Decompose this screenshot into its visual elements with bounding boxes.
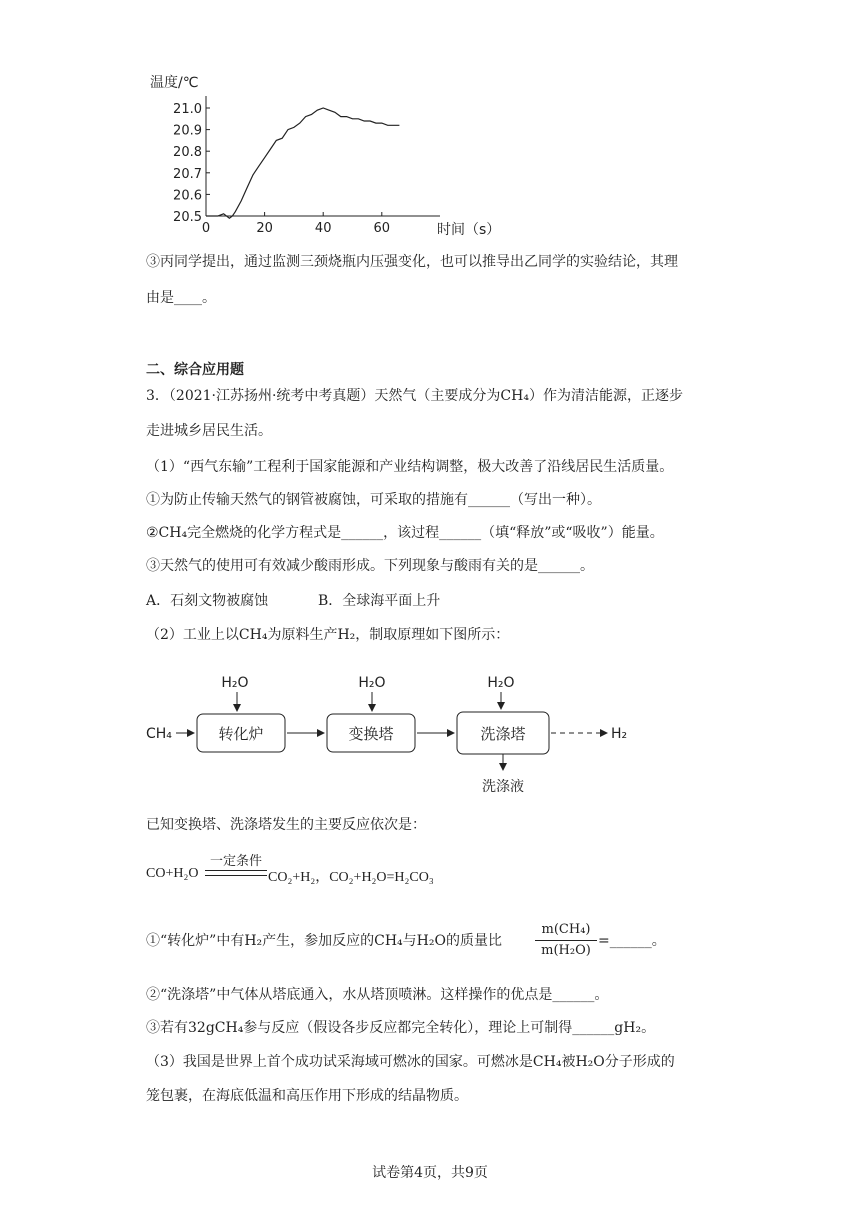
q3-part2-c: ③若有32gCH₄参与反应（假设各步反应都完全转化），理论上可制得______gH₂。	[146, 1020, 656, 1036]
temperature-series-line	[206, 108, 399, 218]
q3-part1-c: ③天然气的使用可有效减少酸雨形成。下列现象与酸雨有关的是______。	[146, 558, 594, 574]
section-title: 二、综合应用题	[146, 362, 244, 378]
input-ch4-label: CH₄	[146, 726, 172, 742]
water-label-3: H₂O	[487, 675, 515, 691]
option-a: A．石刻文物被腐蚀	[146, 593, 269, 609]
fraction-tail: =______。	[598, 933, 666, 949]
known-reactions-intro: 已知变换塔、洗涤塔发生的主要反应依次是：	[146, 817, 426, 833]
question-c-line1: ③丙同学提出，通过监测三颈烧瓶内压强变化，也可以推导出乙同学的实验结论，其理	[146, 254, 678, 270]
equation-double-line	[205, 870, 267, 876]
equation-condition: 一定条件	[209, 854, 262, 869]
converter-furnace-label: 转化炉	[218, 725, 264, 743]
x-tick-label: 20	[256, 221, 273, 236]
x-tick-label: 40	[314, 221, 332, 236]
x-tick-label: 60	[373, 221, 391, 236]
option-b: B．全球海平面上升	[318, 593, 441, 609]
q3-part1-b: ②CH₄完全燃烧的化学方程式是______，该过程______（填“释放”或“吸收”）能量。	[146, 525, 664, 541]
q3-part2-intro: （2）工业上以CH₄为原料生产H₂，制取原理如下图所示：	[146, 627, 510, 643]
question-c-line2: 由是____。	[146, 290, 216, 306]
equation-right: CO₂+H₂，CO₂+H₂O=H₂CO₃	[268, 870, 434, 885]
scrubber-tower-label: 洗涤塔	[480, 725, 526, 743]
fraction-numerator: m(CH₄)	[535, 920, 597, 941]
equation-left: CO+H₂O	[146, 866, 199, 881]
chart-x-axis-label: 时间（s）	[437, 222, 501, 238]
q3-line2: 走进城乡居民生活。	[146, 423, 272, 439]
fraction-denominator: m(H₂O)	[541, 943, 591, 958]
q3-part3-line2: 笼包裹，在海底低温和高压作用下形成的结晶物质。	[146, 1088, 468, 1104]
process-flow-diagram	[140, 668, 640, 796]
chart-y-ticks	[173, 102, 210, 225]
q3-part2-b: ②“洗涤塔”中气体从塔底通入，水从塔顶喷淋。这样操作的优点是______。	[146, 987, 609, 1003]
q3-part3-line1: （3）我国是世界上首个成功试采海域可燃冰的国家。可燃冰是CH₄被H₂O分子形成的	[146, 1054, 675, 1070]
page-footer: 试卷第4页，共9页	[372, 1165, 488, 1181]
water-label-2: H₂O	[358, 675, 386, 691]
y-tick-label: 20.7	[173, 166, 202, 182]
chart-y-axis-label: 温度/℃	[150, 75, 199, 91]
q3-line1: 3．（2021·江苏扬州·统考中考真题）天然气（主要成分为CH₄）作为清洁能源，正逐步	[146, 388, 683, 404]
y-tick-label: 20.6	[173, 188, 202, 204]
q3-part1-a: ①为防止传输天然气的钢管被腐蚀，可采取的措施有______（写出一种）。	[146, 492, 601, 508]
shift-tower-label: 变换塔	[348, 725, 394, 743]
y-tick-label: 20.5	[173, 210, 202, 225]
temperature-chart	[140, 70, 501, 240]
x-tick-label: 0	[201, 221, 211, 236]
water-label-1: H₂O	[221, 675, 249, 691]
y-tick-label: 20.8	[173, 145, 202, 161]
q3-part1-intro: （1）“西气东输”工程利于国家能源和产业结构调整，极大改善了沿线居民生活质量。	[146, 459, 674, 475]
y-tick-label: 21.0	[173, 102, 202, 117]
output-h2-label: H₂	[611, 726, 628, 742]
q3-part2-a: ①“转化炉”中有H₂产生，参加反应的CH₄与H₂O的质量比	[146, 933, 502, 949]
mass-ratio-fraction	[535, 920, 597, 961]
wash-liquid-label: 洗涤液	[482, 779, 524, 795]
y-tick-label: 20.9	[173, 123, 202, 139]
